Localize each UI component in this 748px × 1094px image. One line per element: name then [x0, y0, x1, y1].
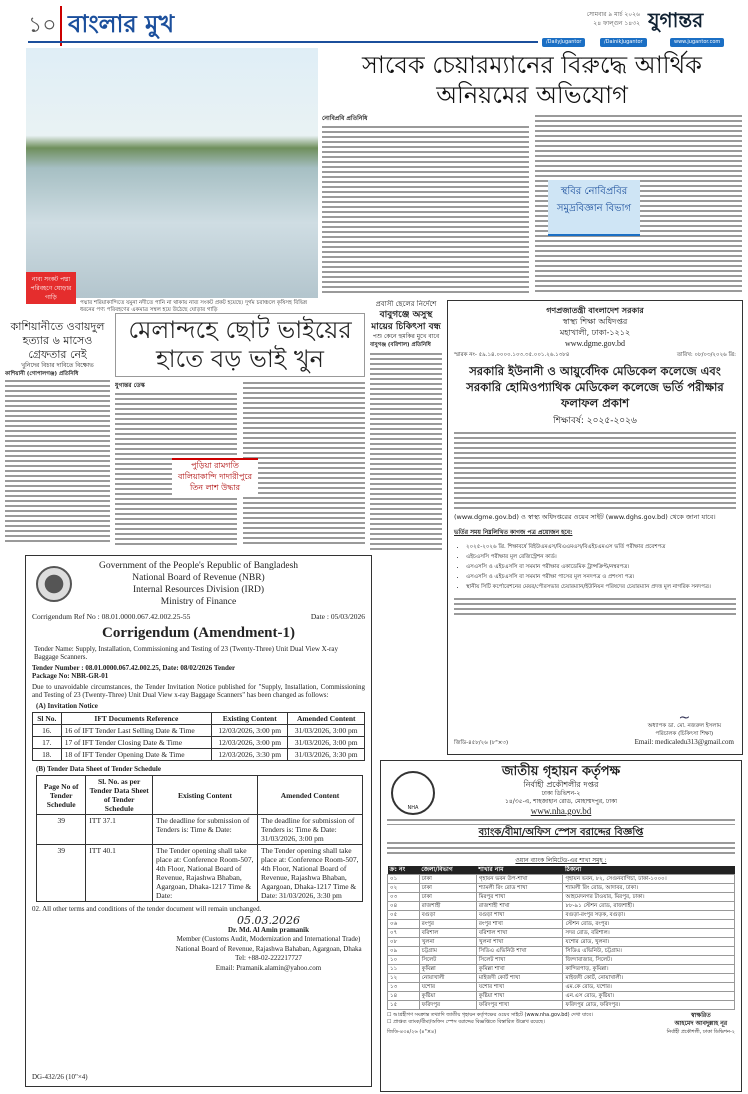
news-photo: [26, 48, 318, 298]
table-cell: বরিশাল শাখা: [476, 929, 563, 938]
babuganj-kicker: প্রবাসী ছেলের নির্দেশে: [375, 300, 437, 308]
table-cell: 12/03/2026, 3:00 pm: [212, 737, 288, 749]
table-cell: 31/03/2026, 3:00 pm: [288, 725, 365, 737]
table-cell: গৃহায়ন ভবন, ৮২, সেগুনবাগিচা, ঢাকা-১০০০।: [563, 875, 735, 884]
website-link[interactable]: www.jugantor.com: [670, 38, 724, 47]
column-header: শাখার নাম: [476, 866, 563, 875]
table-row: [388, 992, 735, 1001]
table-cell: বগুড়া শাখা: [476, 911, 563, 920]
table-cell: রংপুর শাখা: [476, 920, 563, 929]
kashiani-body: [5, 378, 110, 545]
table-cell: The Tender opening shall take place at: Conference Room-507, 4th Floor, National Board of Revenue, Rajashwa Bhaban, Agargoan, Dhaka-1217 Time & Date: 31/03/2026, 3:30 pm: [258, 845, 363, 902]
nha-notice-title: ব্যাংক/বীমা/অফিস স্পেস বরাদ্দের বিজ্ঞপ্তি: [478, 827, 644, 838]
bank-branches-table: [387, 866, 735, 1010]
table-row: [388, 920, 735, 929]
table-cell: 12/03/2026, 3:30 pm: [212, 749, 288, 761]
dgme-advertisement: [447, 300, 743, 755]
table-row: [388, 938, 735, 947]
column-header: Sl. No. as per Tender Data Sheet of Tender Schedule: [86, 776, 153, 815]
table-cell: 39: [37, 845, 86, 902]
melandah-inset-headline: পুড়িয়া রামগতি বালিয়াকান্দি দাদারীপুরে তিন লাশ উদ্ধার: [172, 458, 258, 495]
table-cell: ফরিদপুর: [419, 1001, 476, 1010]
nbr-signer: Dr. Md. Al Amin pramanik: [227, 925, 310, 934]
table-cell: কুষ্টিয়া শাখা: [476, 992, 563, 1001]
melandah-headline: মেলান্দহে ছোট ভাইয়ের হাতে বড় ভাই খুন: [115, 313, 365, 377]
table-row: [388, 947, 735, 956]
table-cell: ০৩: [388, 893, 420, 902]
table-cell: খুলনা শাখা: [476, 938, 563, 947]
dgme-doc-item: • স্থানীয় সিটি কর্পোরেশনের মেয়র/পৌরসভার চেয়ারম্যান/ইউনিয়ন পরিষদের চেয়ারম্যান প্রদত্ত মূল নাগরিক সনদপত্র।: [466, 582, 736, 592]
table-cell: যশোর: [419, 983, 476, 992]
table-cell: কুষ্টিয়া: [419, 992, 476, 1001]
dgme-body-2: [454, 596, 736, 616]
table-row: [388, 875, 735, 884]
table-cell: যশোর রোড, খুলনা।: [563, 938, 735, 947]
header-rule: [28, 41, 538, 43]
section-title: বাংলার মুখ: [60, 6, 174, 46]
table-cell: বরিশাল: [419, 929, 476, 938]
dgme-docs-title: ভর্তির সময় নিম্নলিখিত কাগজ পত্র প্রয়োজন হবে:: [454, 529, 573, 536]
table-header-row: [37, 776, 363, 815]
kashiani-story: [5, 320, 110, 545]
nbr-title: Corrigendum (Amendment-1): [102, 625, 295, 641]
table-cell: সিডিএ এভিনিউ শাখা: [476, 947, 563, 956]
table-cell: ০১: [388, 875, 420, 884]
table-cell: ১৩: [388, 983, 420, 992]
nbr-ministry: Ministry of Finance: [160, 597, 237, 607]
table-row: [388, 929, 735, 938]
nbr-board: National Board of Revenue (NBR): [132, 573, 265, 583]
nha-code: জিডি-৪৩৪/২৬ (৪"×৪): [387, 1029, 437, 1035]
table-cell: 12/03/2026, 3:00 pm: [212, 725, 288, 737]
table-cell: 16 of IFT Tender Last Selling Date & Time: [61, 725, 211, 737]
column-header: ক্র: নং: [388, 866, 420, 875]
table-cell: The deadline for submission of Tenders is: Time & Date:: [153, 815, 258, 845]
lead-byline: নোবিপ্রবি প্রতিনিধি: [322, 115, 368, 122]
date-bangla: ২৪ ফাল্গুন ১৪৩২: [593, 20, 640, 27]
table-cell: ০৮: [388, 938, 420, 947]
table-cell: 17.: [33, 737, 62, 749]
table-cell: আহমেদনগর টাওয়ার, মিরপুর, ঢাকা।: [563, 893, 735, 902]
table-cell: মিরপুর শাখা: [476, 893, 563, 902]
table-cell: The deadline for submission of Tenders is: Time & Date: 31/03/2026, 3:00 pm: [258, 815, 363, 845]
nbr-section-a: (A) Invitation Notice: [36, 702, 98, 710]
table-cell: 31/03/2026, 3:30 pm: [288, 749, 365, 761]
table-cell: চট্টগ্রাম: [419, 947, 476, 956]
nbr-tender-no: Tender Number : 08.01.0000.067.42.002.25, Date: 08/02/2026 Tender: [32, 664, 236, 672]
babuganj-story-head: [370, 300, 442, 349]
column-header: Amended Content: [258, 776, 363, 815]
babuganj-headline: বাবুগঞ্জে অসুস্থ মায়ের চিকিৎসা বন্ধ: [371, 310, 441, 332]
dgme-memo: স্মারক নং- ৫৯.১৪.০০০০.১০৩.৩৫.০০১.২৬.১৩৮৪: [454, 352, 570, 358]
nha-signer-title: নির্বাহী প্রকৌশলী, ঢাকা ডিভিশন-২: [666, 1029, 735, 1035]
table-cell: 39: [37, 815, 86, 845]
lead-story: [322, 50, 742, 296]
table-row: [388, 884, 735, 893]
lead-headline: সাবেক চেয়ারম্যানের বিরুদ্ধে আর্থিক অনিয়মের অভিযোগ: [362, 51, 702, 109]
table-cell: 18 of IFT Tender Opening Date & Time: [61, 749, 211, 761]
table-row: [388, 902, 735, 911]
nha-division: ঢাকা ডিভিশন-২: [541, 790, 581, 797]
dgme-links: (www.dgme.gov.bd) ও স্বাস্থ্য অধিদপ্তরের ওয়েব সাইট (www.dghs.gov.bd) থেকে জানা যাবে।: [454, 513, 716, 521]
dgme-address: মহাখালী, ঢাকা-১২১২: [559, 328, 631, 337]
nha-signer: আহমেদ আবদুল্লাহ নূর: [674, 1020, 728, 1027]
nha-note-1: ☐ আগ্রহীগণ সংক্রান্ত তথ্যাদি জাতীয় গৃহায়ন কর্তৃপক্ষের ওয়েব সাইটে (www.nha.gov.bd) দেখা যাবে।: [387, 1012, 594, 1018]
table-row: [33, 749, 365, 761]
column-header: Sl No.: [33, 713, 62, 725]
table-cell: ১২: [388, 974, 420, 983]
column-header: জেলা/বিভাগ: [419, 866, 476, 875]
table-cell: 17 of IFT Tender Closing Date & Time: [61, 737, 211, 749]
nbr-email: Email: Pramanik.alamin@yahoo.com: [215, 963, 322, 972]
nbr-signer-org: National Board of Revenue, Rajashwa Bahaban, Agargoan, Dhaka: [175, 944, 362, 953]
table-row: [37, 815, 363, 845]
twitter-link[interactable]: /DailyJugantor: [542, 38, 585, 47]
table-cell: কুমিল্লা: [419, 965, 476, 974]
invitation-notice-table: [32, 712, 365, 761]
table-cell: মাইজদী কোর্ট, নোয়াখালী।: [563, 974, 735, 983]
tender-data-sheet-table: [36, 775, 363, 902]
nbr-signature: 05.03.2026: [237, 914, 300, 927]
issue-date: [560, 10, 640, 28]
column-header: Amended Content: [288, 713, 365, 725]
table-row: [33, 737, 365, 749]
table-cell: কুমিল্লা শাখা: [476, 965, 563, 974]
dgme-signature: ~: [678, 710, 691, 726]
melandah-story: [115, 313, 365, 545]
nha-notice-body: [387, 840, 735, 856]
table-cell: ১৪: [388, 992, 420, 1001]
nbr-tel: Tel: +88-02-222217727: [235, 954, 302, 962]
nbr-signer-title: Member (Customs Audit, Modernization and International Trade): [176, 935, 361, 943]
table-cell: খুলনা: [419, 938, 476, 947]
table-cell: ফরিদপুর শাখা: [476, 1001, 563, 1010]
date-gregorian: সোমবার ৯ মার্চ ২০২৬: [586, 11, 640, 18]
column-header: Existing Content: [153, 776, 258, 815]
table-row: [388, 911, 735, 920]
nha-note-1-text: আগ্রহীগণ সংক্রান্ত তথ্যাদি জাতীয় গৃহায়ন কর্তৃপক্ষের ওয়েব সাইটে (www.nha.gov.bd) দেখা যাবে।: [393, 1012, 594, 1018]
nha-reference: [387, 817, 735, 825]
table-cell: এম.কে রোড, যশোর।: [563, 983, 735, 992]
babuganj-story: [370, 300, 442, 550]
table-cell: ০৬: [388, 920, 420, 929]
nha-advertisement: [380, 760, 742, 1092]
nha-signed: স্বাক্ষরিত: [690, 1012, 711, 1019]
nbr-corrigendum: [25, 555, 372, 1087]
table-cell: ঢাকা: [419, 893, 476, 902]
table-cell: ১৫: [388, 1001, 420, 1010]
page-number: ১০: [28, 13, 57, 38]
table-row: [388, 974, 735, 983]
table-cell: ০২: [388, 884, 420, 893]
dgme-doc-item: • এইচএসসি পরীক্ষার মূল রেজিস্ট্রেশন কার্ড।: [466, 552, 736, 562]
table-cell: সিলেট শাখা: [476, 956, 563, 965]
dgme-doc-item: • এসএসসি ও এইচএসসি বা সমমান পরীক্ষা পাসের মূল সনদপত্র ও প্রশংসা পত্র।: [466, 572, 736, 582]
table-cell: বগুড়া: [419, 911, 476, 920]
nha-note-2: ☐ প্রাপ্তব্য ব্যাংক/বীমা/অফিস স্পেস বরাদ্দের বিজ্ঞপ্তিতে বিস্তারিত উল্লেখ রয়েছে।: [387, 1019, 545, 1025]
nbr-footer-note: 02. All other terms and conditions of the tender document will remain unchanged.: [32, 905, 262, 913]
table-row: [37, 845, 363, 902]
table-cell: ০৫: [388, 911, 420, 920]
table-cell: রাজশাহী শাখা: [476, 902, 563, 911]
nbr-gov: Government of the People's Republic of Bangladesh: [98, 561, 299, 571]
table-row: [388, 893, 735, 902]
column-header: IFT Documents Reference: [61, 713, 211, 725]
nha-office: নির্বাহী প্রকৌশলীর দপ্তর: [523, 780, 599, 789]
table-row: [33, 725, 365, 737]
dgme-signer-title: পরিচালক (চিকিৎসা শিক্ষা): [655, 731, 714, 737]
table-cell: শ্যামলী রিং রোড শাখা: [476, 884, 563, 893]
dgme-doc-item: • এসএসসি ও এইচএসসি বা সমমান পরীক্ষার একাডেমিক ট্রান্সক্রিপ্ট/নম্বরপত্র।: [466, 562, 736, 572]
melandah-body-col2: [243, 380, 365, 545]
table-cell: ঢাকা: [419, 875, 476, 884]
table-row: [388, 956, 735, 965]
table-cell: ৮৮-৯১ স্টেশন রোড, রাজশাহী।: [563, 902, 735, 911]
nbr-intro: Due to unavoidable circumstances, the Tender Invitation Notice published for "Supply, Installation, Commissioning and Testing of 23 (Twenty-Three) Unit Dual View x-ray Baggage Scanners" has been changed as follows:: [32, 683, 365, 699]
nbr-date: Date : 05/03/2026: [310, 612, 365, 621]
dgme-session: শিক্ষাবর্ষ: ২০২৫-২০২৬: [553, 416, 637, 426]
table-cell: 18.: [33, 749, 62, 761]
column-header: Existing Content: [212, 713, 288, 725]
table-cell: কান্দিরপাড়, কুমিল্লা।: [563, 965, 735, 974]
dgme-docs-list: [448, 542, 742, 592]
dgme-dept: স্বাস্থ্য শিক্ষা অধিদপ্তর: [562, 317, 628, 326]
nha-website[interactable]: www.nha.gov.bd: [530, 806, 592, 816]
table-cell: শ্যামলী রিং রোড, আদাবর, ঢাকা।: [563, 884, 735, 893]
table-header-row: [33, 713, 365, 725]
kashiani-byline: কাশিয়ানী (গোপালগঞ্জ) প্রতিনিধি: [5, 371, 79, 377]
nbr-package: Package No: NBR-GR-01: [32, 672, 109, 680]
kashiani-headline: কাশিয়ানীতে ওবায়দুল হত্যার ৬ মাসেও গ্রেফতার নেই: [10, 320, 105, 361]
dgme-doc-item: • ২০২৫-২০২৬ খ্রি. শিক্ষাবর্ষে বিইউএমএস/বিএএমএস/বিএইচএমএস ভর্তি পরীক্ষার প্রবেশপত্র: [466, 542, 736, 552]
table-cell: এন.এস রোড, কুষ্টিয়া।: [563, 992, 735, 1001]
table-cell: স্টেশন রোড, রংপুর।: [563, 920, 735, 929]
table-cell: যশোর শাখা: [476, 983, 563, 992]
table-cell: নোয়াখালী: [419, 974, 476, 983]
kashiani-subhead: খুনিদের বিচার দাবিতে বিক্ষোভ: [21, 362, 94, 369]
babuganj-byline: বাবুগঞ্জ (বরিশাল) প্রতিনিধি: [370, 342, 431, 348]
table-cell: সদর রোড, বরিশাল।: [563, 929, 735, 938]
table-cell: ITT 37.1: [86, 815, 153, 845]
table-cell: ০৪: [388, 902, 420, 911]
melandah-byline: যুগান্তর ডেস্ক: [115, 382, 145, 389]
table-header-row: [388, 866, 735, 875]
nha-logo-icon: [391, 771, 435, 815]
nha-title: জাতীয় গৃহায়ন কর্তৃপক্ষ: [501, 764, 621, 779]
dgme-email: Email: medicaledu313@gmail.com: [634, 738, 734, 746]
table-cell: ০৭: [388, 929, 420, 938]
nbr-tender-name: Tender Name: Supply, Installation, Commissioning and Testing of 23 (Twenty-Three) Unit Dual View X-ray Baggage Scanners.: [34, 645, 338, 661]
facebook-link[interactable]: /DainikJugantor: [600, 38, 647, 47]
table-cell: ১০: [388, 956, 420, 965]
table-cell: রাজশাহী: [419, 902, 476, 911]
table-row: [388, 983, 735, 992]
table-row: [388, 965, 735, 974]
table-cell: সিলেট: [419, 956, 476, 965]
table-cell: ঢাকা: [419, 884, 476, 893]
table-cell: ১১: [388, 965, 420, 974]
nha-logo-text: NHA: [407, 805, 419, 811]
lead-highlight-box: স্থবির নোবিপ্রবির সমুদ্রবিজ্ঞান বিভাগ: [548, 180, 640, 236]
babuganj-subhead: পশু কেনে হুমকির মুখে বাবে: [372, 333, 440, 340]
table-cell: The Tender opening shall take place at: Conference Room-507, 4th Floor, National Board of Revenue, Rajashwa Bhaban, Agargoan, Dhaka-1217 Time & Date:: [153, 845, 258, 902]
table-cell: 16.: [33, 725, 62, 737]
column-header: Page No of Tender Schedule: [37, 776, 86, 815]
table-cell: ০৯: [388, 947, 420, 956]
table-cell: রংপুর: [419, 920, 476, 929]
nbr-code: DG-432/26 (10"×4): [32, 1073, 88, 1081]
table-cell: ITT 40.1: [86, 845, 153, 902]
table-cell: 31/03/2026, 3:00 pm: [288, 737, 365, 749]
nha-note-2-text: প্রাপ্তব্য ব্যাংক/বীমা/অফিস স্পেস বরাদ্দের বিজ্ঞপ্তিতে বিস্তারিত উল্লেখ রয়েছে।: [393, 1019, 545, 1025]
nbr-division: Internal Resources Division (IRD): [132, 585, 265, 595]
dgme-body: [454, 430, 736, 510]
column-header: ঠিকানা: [563, 866, 735, 875]
table-cell: গৃহায়ন ভবন উপ-শাখা: [476, 875, 563, 884]
babuganj-body: [370, 351, 442, 550]
nha-address: ১৪/৩৫-এ, শাহজাহান রোড, মোহাম্মদপুর, ঢাকা: [504, 798, 618, 805]
table-cell: মাইজদী কোর্ট শাখা: [476, 974, 563, 983]
dgme-date: তারিখ: ০৮/০৩/২০২৬ খ্রি:: [676, 352, 736, 358]
nha-branches-title: ওয়ান ব্যাংক লিমিটেড-এর শাখা সমূহ :: [515, 857, 607, 864]
table-row: [388, 1001, 735, 1010]
dgme-gov: গণপ্রজাতন্ত্রী বাংলাদেশ সরকার: [546, 306, 644, 315]
dgme-code: জিডি-৪৫৮/২৬ (৮"×৩): [454, 740, 509, 746]
photo-caption: পদ্মার শরিয়াকান্দিতে যমুনা নদীতে পানি না থাকায় নাব্য সংকট প্রকট হয়েছে। দুর্গম চরাঞ্চলে কৃষিসহ বিভিন্ন ধরনের পণ্য পরিবহণের একমাত্র সম্বল হয়ে উঠেছে ঘোড়ার গাড়ি: [80, 300, 308, 313]
dgme-signer: অধ্যাপক ডা. মো. নজরুল ইসলাম: [647, 723, 722, 729]
table-cell: সিডিএ এভিনিউ, চট্টগ্রাম।: [563, 947, 735, 956]
table-cell: জিন্দাবাজার, সিলেট।: [563, 956, 735, 965]
table-cell: বগুড়া-রংপুর সড়ক, বগুড়া।: [563, 911, 735, 920]
jugantor-logo: যুগান্তর: [648, 8, 704, 32]
table-cell: ফরিদপুর রোড, ফরিদপুর।: [563, 1001, 735, 1010]
photo-caption-tag: নাব্য সংকট পদ্মা পরিবহণে ঘোড়ার গাড়ি: [26, 272, 76, 304]
lead-body-col1: [322, 124, 529, 294]
dgme-website[interactable]: www.dgme.gov.bd: [564, 339, 626, 348]
dgme-title: সরকারি ইউনানী ও আয়ুর্বেদিক মেডিকেল কলেজে এবং সরকারি হোমিওপ্যাথিক মেডিকেল কলেজে ভর্তি পরীক্ষার ফলাফল প্রকাশ: [466, 364, 724, 410]
nbr-ref: Corrigendum Ref No : 08.01.0000.067.42.002.25-55: [32, 612, 191, 621]
nbr-section-b: (B) Tender Data Sheet of Tender Schedule: [36, 765, 161, 773]
bangladesh-emblem-icon: [36, 566, 72, 602]
